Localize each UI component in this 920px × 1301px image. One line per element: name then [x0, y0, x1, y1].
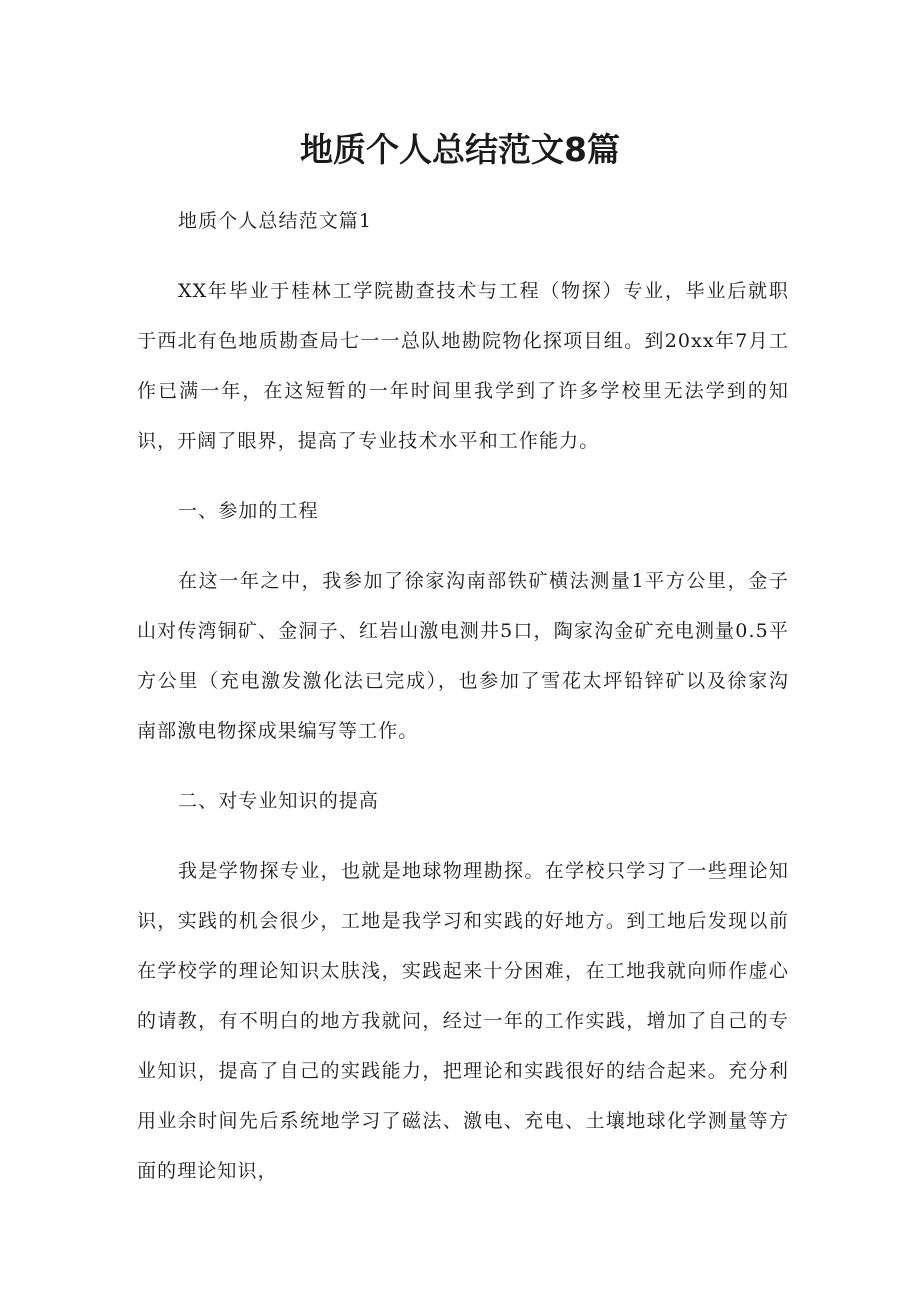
document-body [137, 196, 789, 1216]
paragraph-projects: 在这一年之中，我参加了徐家沟南部铁矿横法测量1平方公里，金子山对传湾铜矿、金洞子、红岩山激电测井5口，陶家沟金矿充电测量0.5平方公里（充电激发激化法已完成），也参加了雪花太坪铅锌矿以及徐家沟南部激电物探成果编写等工作。 [137, 570, 789, 742]
heading-projects: 一、参加的工程 [178, 500, 319, 522]
section-title: 地质个人总结范文篇1 [178, 210, 373, 232]
heading-knowledge: 二、对专业知识的提高 [178, 790, 380, 812]
document-title: 地质个人总结范文8篇 [300, 130, 620, 169]
paragraph-intro: XX年毕业于桂林工学院勘查技术与工程（物探）专业，毕业后就职于西北有色地质勘查局七一一总队地勘院物化探项目组。到20xx年7月工作已满一年，在这短暂的一年时间里我学到了许多学校里无法学到的知识，开阔了眼界，提高了专业技术水平和工作能力。 [137, 280, 789, 452]
paragraph-knowledge: 我是学物探专业，也就是地球物理勘探。在学校只学习了一些理论知识，实践的机会很少，工地是我学习和实践的好地方。到工地后发现以前在学校学的理论知识太肤浅，实践起来十分困难，在工地我就向师作虚心的请教，有不明白的地方我就问，经过一年的工作实践，增加了自己的专业知识，提高了自己的实践能力，把理论和实践很好的结合起来。充分利用业余时间先后系统地学习了磁法、激电、充电、土壤地球化学测量等方面的理论知识， [137, 860, 789, 1182]
